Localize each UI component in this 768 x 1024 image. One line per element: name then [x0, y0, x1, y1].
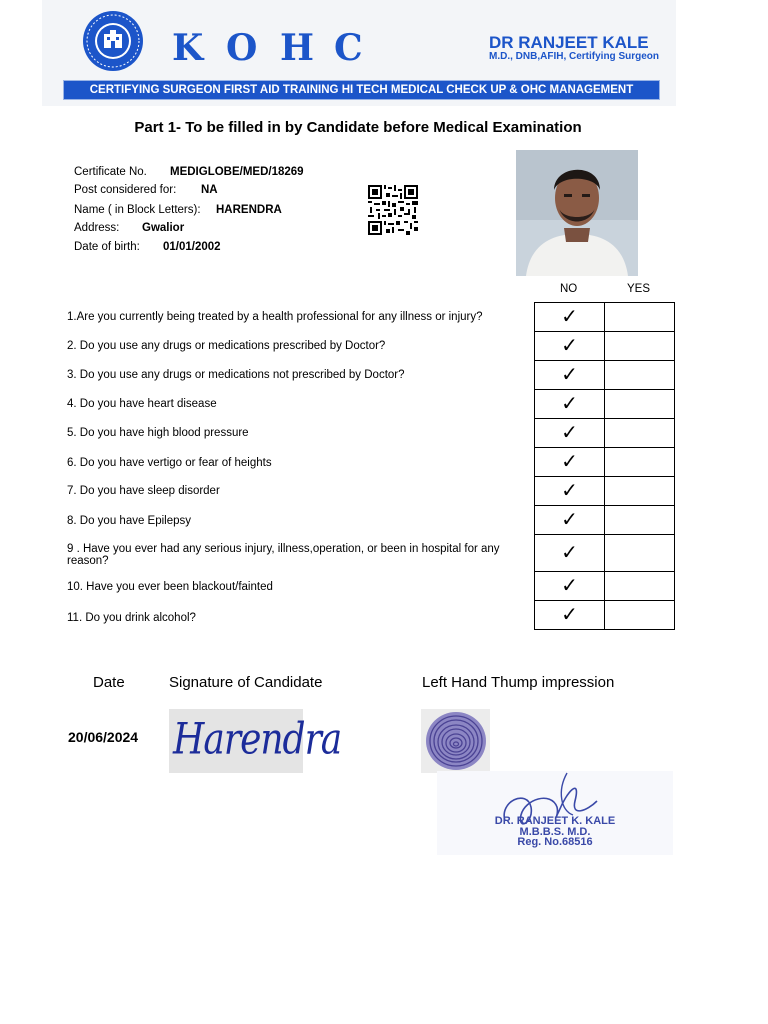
check-mark-icon: ✓ [561, 362, 578, 386]
check-mark-icon: ✓ [561, 507, 578, 531]
doctor-qualifications: M.D., DNB,AFIH, Certifying Surgeon [489, 51, 659, 62]
column-header-no: NO [560, 283, 578, 295]
question-2: 2. Do you use any drugs or medications prescribed by Doctor? [67, 340, 386, 352]
name-value: HARENDRA [216, 204, 282, 216]
stamp-registration: Reg. No.68516 [517, 836, 593, 848]
answer-row [535, 506, 675, 535]
yes-checkbox[interactable] [605, 477, 675, 506]
no-checkbox[interactable] [535, 535, 605, 572]
answer-row [535, 572, 675, 601]
tagline-banner: CERTIFYING SURGEON FIRST AID TRAINING HI TECH MEDICAL CHECK UP & OHC MANAGEMENT [64, 81, 659, 99]
yes-checkbox[interactable] [605, 601, 675, 630]
no-checkbox[interactable] [535, 477, 605, 506]
check-mark-icon: ✓ [561, 540, 578, 564]
check-mark-icon: ✓ [561, 333, 578, 357]
candidate-photo [516, 150, 638, 276]
question-5: 5. Do you have high blood pressure [67, 427, 249, 439]
brand-letter: C [334, 27, 363, 69]
question-3: 3. Do you use any drugs or medications not prescribed by Doctor? [67, 369, 405, 381]
fingerprint-icon [421, 709, 490, 773]
answer-row [535, 477, 675, 506]
no-checkbox[interactable] [535, 572, 605, 601]
doctor-name: DR RANJEET KALE [489, 33, 649, 52]
check-mark-icon: ✓ [561, 449, 578, 473]
no-checkbox[interactable] [535, 361, 605, 390]
no-checkbox[interactable] [535, 448, 605, 477]
page-title: Part 1- To be filled in by Candidate before Medical Examination [134, 119, 582, 136]
brand-letter: H [280, 27, 315, 69]
check-mark-icon: ✓ [561, 420, 578, 444]
answer-row [535, 601, 675, 630]
answer-row [535, 390, 675, 419]
name-label: Name ( in Block Letters): [74, 204, 201, 216]
no-checkbox[interactable] [535, 419, 605, 448]
brand-letter: K [172, 27, 204, 69]
check-mark-icon: ✓ [561, 478, 578, 502]
question-11: 11. Do you drink alcohol? [67, 612, 196, 624]
thumbprint-box [421, 709, 490, 773]
signature-text: Harendra [173, 715, 342, 765]
question-1: 1.Are you currently being treated by a health professional for any illness or injury? [67, 311, 483, 323]
yes-checkbox[interactable] [605, 535, 675, 572]
certificate-label: Certificate No. [74, 166, 147, 178]
kohc-seal-icon [80, 10, 148, 72]
no-checkbox[interactable] [535, 506, 605, 535]
question-8: 8. Do you have Epilepsy [67, 515, 192, 527]
address-value: Gwalior [142, 222, 185, 234]
dob-value: 01/01/2002 [163, 241, 221, 253]
date-label: Date [93, 674, 125, 691]
answer-grid [534, 302, 675, 630]
certificate-value: MEDIGLOBE/MED/18269 [170, 166, 304, 178]
answer-row [535, 419, 675, 448]
yes-checkbox[interactable] [605, 448, 675, 477]
question-4: 4. Do you have heart disease [67, 398, 217, 410]
thumb-impression-label: Left Hand Thump impression [422, 674, 615, 691]
yes-checkbox[interactable] [605, 572, 675, 601]
no-checkbox[interactable] [535, 390, 605, 419]
qr-code-icon [368, 185, 418, 235]
yes-checkbox[interactable] [605, 303, 675, 332]
question-9: 9 . Have you ever had any serious injury, illness,operation, or been in hospital for any reason? [67, 543, 500, 567]
question-10: 10. Have you ever been blackout/fainted [67, 581, 273, 593]
question-6: 6. Do you have vertigo or fear of heights [67, 457, 272, 469]
column-header-yes: YES [627, 283, 651, 295]
no-checkbox[interactable] [535, 332, 605, 361]
address-label: Address: [74, 222, 120, 234]
yes-checkbox[interactable] [605, 361, 675, 390]
check-mark-icon: ✓ [561, 304, 578, 328]
yes-checkbox[interactable] [605, 332, 675, 361]
answer-row [535, 448, 675, 477]
answer-row [535, 332, 675, 361]
post-value: NA [201, 184, 218, 196]
signature-label: Signature of Candidate [169, 674, 323, 691]
yes-checkbox[interactable] [605, 506, 675, 535]
no-checkbox[interactable] [535, 303, 605, 332]
yes-checkbox[interactable] [605, 419, 675, 448]
brand-wordmark [172, 27, 388, 69]
check-mark-icon: ✓ [561, 573, 578, 597]
check-mark-icon: ✓ [561, 391, 578, 415]
answer-row [535, 535, 675, 572]
signed-date: 20/06/2024 [68, 729, 139, 745]
brand-letter: O [226, 27, 258, 69]
check-mark-icon: ✓ [561, 602, 578, 626]
no-checkbox[interactable] [535, 601, 605, 630]
candidate-signature [169, 709, 342, 773]
question-7: 7. Do you have sleep disorder [67, 485, 220, 497]
dob-label: Date of birth: [74, 241, 140, 253]
stamp-degree: M.B.B.S. M.D. [519, 826, 591, 838]
post-label: Post considered for: [74, 184, 177, 196]
answer-row [535, 361, 675, 390]
stamp-name: DR. RANJEET K. KALE [494, 815, 616, 827]
doctor-stamp [437, 771, 673, 855]
answer-row [535, 303, 675, 332]
yes-checkbox[interactable] [605, 390, 675, 419]
